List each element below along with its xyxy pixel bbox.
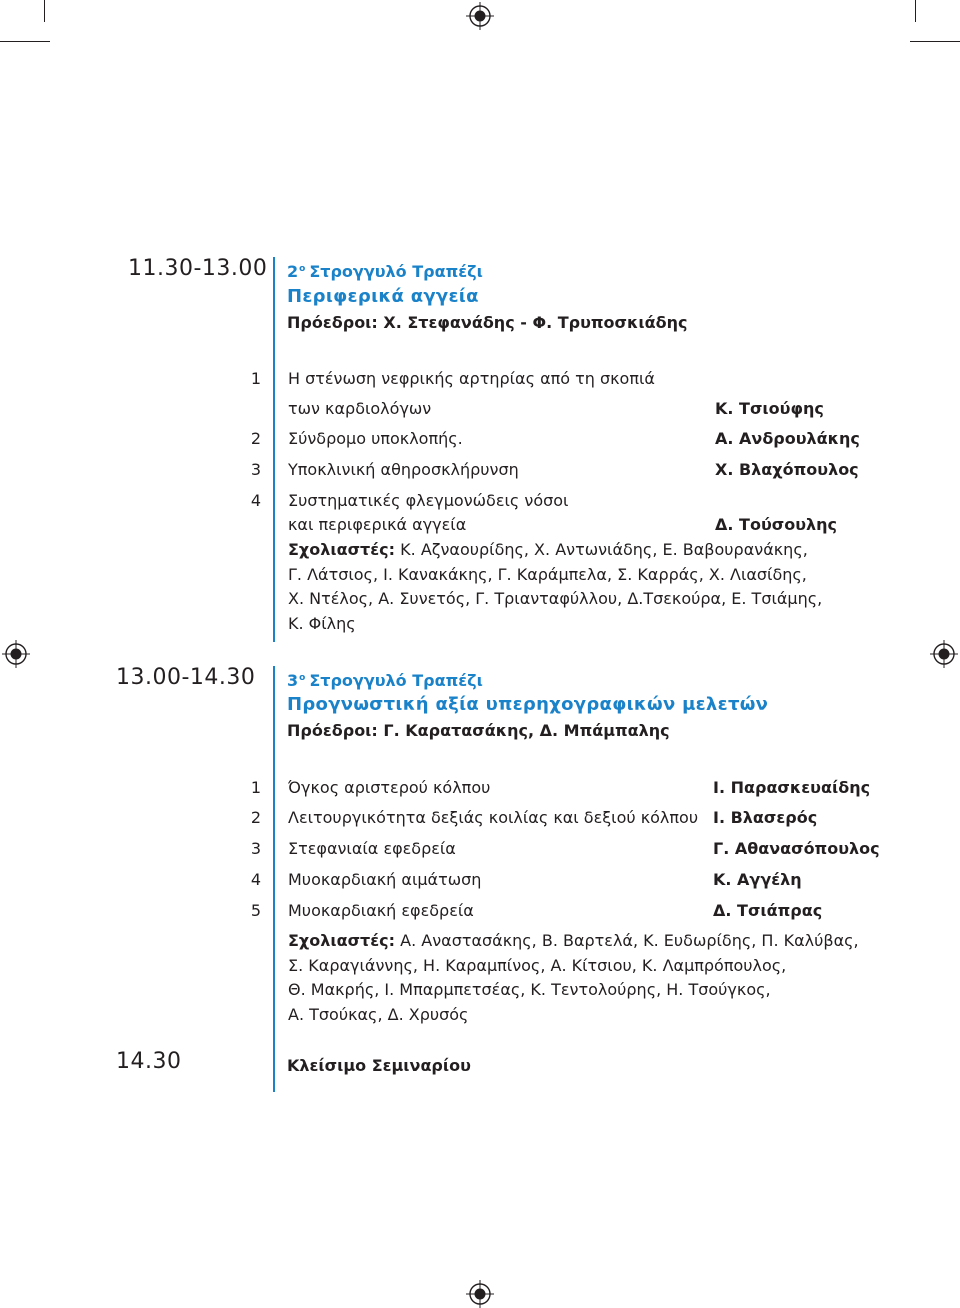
speaker-name: Κ. Αγγέλη [713, 870, 802, 889]
item-number: 3 [250, 839, 261, 858]
registration-mark-left [2, 640, 30, 668]
timeline-divider-2 [273, 666, 275, 1092]
talk-title: Η στένωση νεφρικής αρτηρίας από τη σκοπιά [288, 369, 655, 388]
talk-title: και περιφερικά αγγεία [288, 515, 467, 534]
item-number: 5 [250, 901, 261, 920]
talk-title: Σύνδρομο υποκλοπής. [288, 429, 463, 448]
closing-time: 14.30 [116, 1049, 182, 1074]
talk-title: Όγκος αριστερού κόλπου [288, 778, 491, 797]
item-number: 4 [250, 491, 261, 510]
registration-mark-top [466, 2, 494, 30]
registration-mark-right [930, 640, 958, 668]
commentators-label: Σχολιαστές: [288, 540, 396, 559]
item-number: 2 [250, 808, 261, 827]
item-number: 3 [250, 460, 261, 479]
talk-title: Στεφανιαία εφεδρεία [288, 839, 456, 858]
speaker-name: Δ. Τούσουλης [715, 515, 837, 534]
crop-mark-top-right [910, 41, 960, 42]
item-number: 4 [250, 870, 261, 889]
talk-title: Υποκλινική αθηροσκλήρυνση [288, 460, 519, 479]
timeline-divider-1 [273, 257, 275, 642]
talk-title: των καρδιολόγων [288, 399, 432, 418]
speaker-name: Ι. Βλασερός [713, 808, 818, 827]
talk-title: Λειτουργικότητα δεξιάς κοιλίας και δεξιού κόλπου [288, 808, 699, 827]
speaker-name: Ι. Παρασκευαίδης [713, 778, 871, 797]
session-1-time: 11.30-13.00 [128, 256, 268, 281]
item-number: 1 [250, 369, 261, 388]
crop-mark-right-vertical [915, 0, 916, 22]
item-number: 1 [250, 778, 261, 797]
session-2-title: Προγνωστική αξία υπερηχογραφικών μελετών [287, 694, 769, 715]
session-2-commentators: Σχολιαστές: Α. Αναστασάκης, Β. Βαρτελά, Κ. Ευδωρίδης, Π. Καλύβας, Σ. Καραγιάννης, Η. Καραμπίνος, Α. Κίτσιου, Κ. Λαμπρόπουλος, Θ. Μακρής, Ι. Μπαρμπετσέας, Κ. Τεντολούρης, Η. Τσούγκος, Α. Τσούκας, Δ. Χρυσός [288, 931, 859, 1024]
commentators-label: Σχολιαστές: [288, 931, 396, 950]
session-1-subtitle: $2^o$ Στρογγυλό Τραπέζι [287, 262, 483, 281]
session-1-title: Περιφερικά αγγεία [287, 286, 479, 307]
crop-mark-left-vertical [44, 0, 45, 22]
session-1-commentators: Σχολιαστές: Κ. Αζναουρίδης, Χ. Αντωνιάδης, Ε. Βαβουρανάκης, Γ. Λάτσιος, Ι. Κανακάκης, Γ. Καράμπελα, Σ. Καρράς, Χ. Λιασίδης, Χ. Ντέλος, Α. Συνετός, Γ. Τριανταφύλλου, Δ.Τσεκούρα, Ε. Τσιάμης, Κ. Φίλης [288, 540, 823, 633]
speaker-name: Κ. Τσιούφης [715, 399, 824, 418]
session-2-chairs: Πρόεδροι: Γ. Καρατασάκης, Δ. Μπάμπαλης [287, 721, 670, 740]
talk-title: Μυοκαρδιακή αιμάτωση [288, 870, 482, 889]
session-1-chairs: Πρόεδροι: Χ. Στεφανάδης - Φ. Τρυποσκιάδης [287, 313, 688, 332]
crop-mark-top-left [0, 41, 50, 42]
talk-title: Συστηματικές φλεγμονώδεις νόσοι [288, 491, 569, 510]
speaker-name: Δ. Τσιάπρας [713, 901, 823, 920]
speaker-name: Χ. Βλαχόπουλος [715, 460, 859, 479]
closing-label: Κλείσιμο Σεμιναρίου [287, 1056, 471, 1075]
registration-mark-bottom [466, 1280, 494, 1308]
talk-title: Μυοκαρδιακή εφεδρεία [288, 901, 474, 920]
speaker-name: Α. Ανδρουλάκης [715, 429, 860, 448]
session-2-subtitle: $3^o$ Στρογγυλό Τραπέζι [287, 671, 483, 690]
session-2-time: 13.00-14.30 [116, 665, 256, 690]
item-number: 2 [250, 429, 261, 448]
speaker-name: Γ. Αθανασόπουλος [713, 839, 880, 858]
